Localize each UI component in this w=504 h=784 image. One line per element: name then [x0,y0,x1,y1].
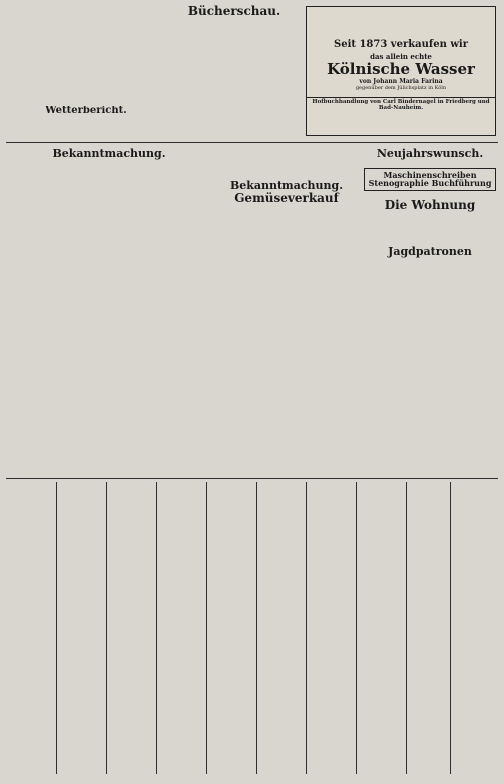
ad-company: von Johann Maria Farina [359,78,443,86]
center-announcements [212,148,361,464]
wohnung-head: Die Wohnung [384,198,476,213]
rotated-column-9 [408,482,450,774]
col-divider-2 [106,482,107,774]
ad-brand: Kölnische Wasser [327,59,475,78]
col-divider-8 [406,482,407,774]
col-divider-9 [450,482,451,774]
center-head-3: Gemüseverkauf [234,190,339,205]
top-left-column [10,8,162,106]
jagd-head: Jagdpatronen [388,244,472,258]
rotated-column-3 [108,482,156,774]
rotated-column-6 [258,482,306,774]
divider-mid [6,478,498,479]
right-column [364,148,496,464]
col-divider-3 [156,482,157,774]
rotated-column-2 [58,482,106,774]
neujahr-head: Neujahrswunsch. [376,148,484,160]
col-divider-6 [306,482,307,774]
buecher-title: Bücherschau. [187,5,281,18]
rotated-column-7 [308,482,356,774]
divider-top [6,142,498,143]
col-divider-7 [356,482,357,774]
ad-title: Seit 1873 verkaufen wir [333,39,468,50]
rotated-column-4 [158,482,206,774]
left-head: Bekanntmachung. [52,148,166,160]
left-announcement [8,148,210,384]
col-divider-4 [206,482,207,774]
center-head-2: Bekanntmachung. [229,179,344,192]
room-ads [212,420,361,476]
ad-address: gegenüber dem Jülichsplatz in Köln [355,85,447,92]
ad-footer: Hofbuchhandlung von Carl Bindernagel in Friedberg und Bad-Nauheim. [307,97,495,112]
rotated-column-1 [8,482,56,774]
col-divider-1 [56,482,57,774]
advert-cologne-water [306,6,496,136]
rotated-column-5 [208,482,256,774]
rotated-column-10 [452,482,496,774]
ad-subtitle: das allein echte [370,51,432,61]
school-title: Maschinenschreiben Stenographie Buchführung [368,169,492,188]
rotated-column-8 [358,482,406,774]
col-divider-5 [256,482,257,774]
wetter-title: Wetterbericht. [45,106,127,116]
school-ad-box [364,168,496,192]
